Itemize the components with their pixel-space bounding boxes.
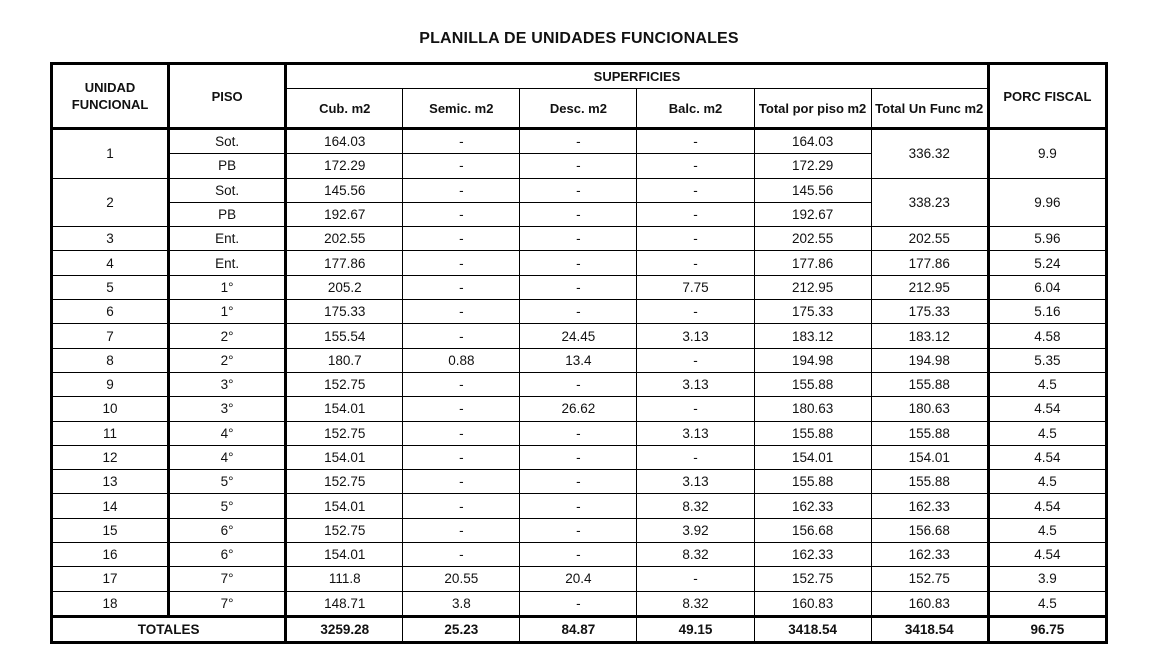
cell-total-un-func: 175.33: [871, 300, 988, 324]
table-body: [52, 129, 1107, 617]
cell-piso: PB: [169, 154, 286, 178]
cell-piso: 3°: [169, 397, 286, 421]
cell-total-un-func: 155.88: [871, 372, 988, 396]
cell-total: 177.86: [754, 251, 871, 275]
totals-label: TOTALES: [52, 616, 286, 642]
cell-unidad-funcional: 1: [52, 129, 169, 179]
totals-total-un-func: 3418.54: [871, 616, 988, 642]
cell-balc: 8.32: [637, 543, 754, 567]
cell-porc-fiscal: 4.54: [988, 494, 1106, 518]
cell-total: 212.95: [754, 275, 871, 299]
table-row: [52, 518, 1107, 542]
cell-total-un-func: 152.75: [871, 567, 988, 591]
cell-desc: 13.4: [520, 348, 637, 372]
cell-unidad-funcional: 10: [52, 397, 169, 421]
header-unidad-funcional: UNIDAD FUNCIONAL: [52, 64, 169, 129]
cell-desc: -: [520, 178, 637, 202]
cell-balc: 3.13: [637, 324, 754, 348]
table-row: [52, 470, 1107, 494]
cell-total: 160.83: [754, 591, 871, 616]
cell-total: 155.88: [754, 470, 871, 494]
header-porc-fiscal: PORC FISCAL: [988, 64, 1106, 129]
cell-desc: -: [520, 202, 637, 226]
cell-total: 156.68: [754, 518, 871, 542]
cell-porc-fiscal: 5.16: [988, 300, 1106, 324]
cell-balc: 3.13: [637, 470, 754, 494]
totals-balc: 49.15: [637, 616, 754, 642]
cell-unidad-funcional: 2: [52, 178, 169, 227]
cell-semic: -: [403, 421, 520, 445]
cell-cub: 205.2: [286, 275, 403, 299]
totals-desc: 84.87: [520, 616, 637, 642]
cell-desc: -: [520, 227, 637, 251]
cell-desc: -: [520, 518, 637, 542]
table-row: [52, 372, 1107, 396]
cell-semic: 0.88: [403, 348, 520, 372]
cell-total-un-func: 194.98: [871, 348, 988, 372]
cell-porc-fiscal: 3.9: [988, 567, 1106, 591]
cell-porc-fiscal: 9.9: [988, 129, 1106, 179]
cell-balc: -: [637, 348, 754, 372]
cell-balc: -: [637, 227, 754, 251]
cell-total-un-func: 177.86: [871, 251, 988, 275]
cell-total: 175.33: [754, 300, 871, 324]
cell-balc: 8.32: [637, 591, 754, 616]
cell-semic: -: [403, 202, 520, 226]
totals-cub: 3259.28: [286, 616, 403, 642]
table-row: [52, 300, 1107, 324]
cell-total: 194.98: [754, 348, 871, 372]
cell-piso: 6°: [169, 518, 286, 542]
cell-total: 172.29: [754, 154, 871, 178]
cell-desc: -: [520, 129, 637, 154]
cell-porc-fiscal: 4.5: [988, 591, 1106, 616]
cell-total: 162.33: [754, 543, 871, 567]
cell-unidad-funcional: 17: [52, 567, 169, 591]
cell-semic: -: [403, 154, 520, 178]
totals-porc-fiscal: 96.75: [988, 616, 1106, 642]
cell-total-un-func: 180.63: [871, 397, 988, 421]
totals-total-piso: 3418.54: [754, 616, 871, 642]
cell-semic: -: [403, 324, 520, 348]
cell-porc-fiscal: 4.5: [988, 421, 1106, 445]
cell-porc-fiscal: 4.5: [988, 372, 1106, 396]
cell-cub: 180.7: [286, 348, 403, 372]
header-balc: Balc. m2: [637, 89, 754, 129]
cell-unidad-funcional: 13: [52, 470, 169, 494]
cell-piso: Sot.: [169, 129, 286, 154]
cell-porc-fiscal: 5.24: [988, 251, 1106, 275]
cell-piso: 2°: [169, 324, 286, 348]
cell-porc-fiscal: 5.35: [988, 348, 1106, 372]
table-row: [52, 275, 1107, 299]
header-desc: Desc. m2: [520, 89, 637, 129]
cell-balc: -: [637, 251, 754, 275]
table-row: [52, 543, 1107, 567]
cell-unidad-funcional: 18: [52, 591, 169, 616]
cell-desc: -: [520, 372, 637, 396]
cell-cub: 111.8: [286, 567, 403, 591]
cell-semic: -: [403, 227, 520, 251]
table-row: [52, 227, 1107, 251]
header-piso: PISO: [169, 64, 286, 129]
cell-piso: 6°: [169, 543, 286, 567]
cell-balc: 3.13: [637, 372, 754, 396]
cell-piso: 4°: [169, 445, 286, 469]
cell-desc: -: [520, 591, 637, 616]
table-row: [52, 591, 1107, 616]
cell-total: 202.55: [754, 227, 871, 251]
cell-cub: 164.03: [286, 129, 403, 154]
cell-piso: 5°: [169, 494, 286, 518]
cell-total-un-func: 155.88: [871, 470, 988, 494]
cell-piso: 7°: [169, 591, 286, 616]
header-total-un-func: Total Un Func m2: [871, 89, 988, 129]
cell-semic: -: [403, 129, 520, 154]
cell-porc-fiscal: 4.54: [988, 543, 1106, 567]
table-row: [52, 324, 1107, 348]
cell-unidad-funcional: 3: [52, 227, 169, 251]
units-table: [50, 62, 1108, 644]
cell-total-un-func: 156.68: [871, 518, 988, 542]
header-cub: Cub. m2: [286, 89, 403, 129]
cell-cub: 175.33: [286, 300, 403, 324]
cell-unidad-funcional: 4: [52, 251, 169, 275]
cell-porc-fiscal: 4.5: [988, 518, 1106, 542]
cell-balc: -: [637, 129, 754, 154]
table-row: [52, 178, 1107, 202]
cell-balc: 3.92: [637, 518, 754, 542]
table-row: [52, 567, 1107, 591]
cell-unidad-funcional: 9: [52, 372, 169, 396]
table-row: [52, 421, 1107, 445]
cell-cub: 152.75: [286, 372, 403, 396]
cell-cub: 155.54: [286, 324, 403, 348]
cell-total-un-func: 336.32: [871, 129, 988, 179]
header-total-piso: Total por piso m2: [754, 89, 871, 129]
cell-unidad-funcional: 5: [52, 275, 169, 299]
cell-cub: 202.55: [286, 227, 403, 251]
cell-porc-fiscal: 6.04: [988, 275, 1106, 299]
cell-semic: -: [403, 275, 520, 299]
cell-porc-fiscal: 4.5: [988, 470, 1106, 494]
cell-total: 162.33: [754, 494, 871, 518]
cell-cub: 154.01: [286, 494, 403, 518]
cell-piso: 3°: [169, 372, 286, 396]
cell-semic: -: [403, 518, 520, 542]
cell-balc: 8.32: [637, 494, 754, 518]
cell-balc: 3.13: [637, 421, 754, 445]
cell-semic: -: [403, 445, 520, 469]
cell-total-un-func: 202.55: [871, 227, 988, 251]
cell-total: 145.56: [754, 178, 871, 202]
cell-semic: -: [403, 470, 520, 494]
table-row: [52, 348, 1107, 372]
cell-cub: 145.56: [286, 178, 403, 202]
cell-balc: -: [637, 445, 754, 469]
cell-semic: -: [403, 251, 520, 275]
cell-total: 164.03: [754, 129, 871, 154]
cell-total-un-func: 183.12: [871, 324, 988, 348]
cell-cub: 154.01: [286, 397, 403, 421]
cell-piso: Ent.: [169, 251, 286, 275]
table-row: [52, 445, 1107, 469]
cell-semic: -: [403, 494, 520, 518]
cell-total: 155.88: [754, 421, 871, 445]
cell-balc: -: [637, 154, 754, 178]
cell-desc: -: [520, 494, 637, 518]
cell-semic: -: [403, 543, 520, 567]
cell-total: 155.88: [754, 372, 871, 396]
cell-piso: 1°: [169, 275, 286, 299]
cell-balc: -: [637, 567, 754, 591]
cell-balc: -: [637, 300, 754, 324]
cell-total: 183.12: [754, 324, 871, 348]
cell-cub: 154.01: [286, 445, 403, 469]
cell-porc-fiscal: 4.54: [988, 445, 1106, 469]
cell-total: 154.01: [754, 445, 871, 469]
cell-porc-fiscal: 4.58: [988, 324, 1106, 348]
cell-total-un-func: 160.83: [871, 591, 988, 616]
cell-unidad-funcional: 14: [52, 494, 169, 518]
cell-balc: -: [637, 202, 754, 226]
cell-cub: 152.75: [286, 421, 403, 445]
cell-unidad-funcional: 8: [52, 348, 169, 372]
cell-total-un-func: 338.23: [871, 178, 988, 227]
header-superficies: SUPERFICIES: [286, 64, 989, 89]
cell-desc: -: [520, 300, 637, 324]
cell-total: 180.63: [754, 397, 871, 421]
cell-piso: PB: [169, 202, 286, 226]
table-row: [52, 494, 1107, 518]
cell-piso: 1°: [169, 300, 286, 324]
cell-semic: -: [403, 397, 520, 421]
cell-cub: 148.71: [286, 591, 403, 616]
cell-semic: 3.8: [403, 591, 520, 616]
cell-piso: Ent.: [169, 227, 286, 251]
cell-piso: 4°: [169, 421, 286, 445]
cell-total: 152.75: [754, 567, 871, 591]
cell-total-un-func: 212.95: [871, 275, 988, 299]
cell-balc: 7.75: [637, 275, 754, 299]
cell-piso: Sot.: [169, 178, 286, 202]
cell-porc-fiscal: 5.96: [988, 227, 1106, 251]
cell-desc: -: [520, 251, 637, 275]
cell-semic: 20.55: [403, 567, 520, 591]
cell-cub: 154.01: [286, 543, 403, 567]
cell-desc: -: [520, 543, 637, 567]
cell-cub: 152.75: [286, 470, 403, 494]
cell-unidad-funcional: 7: [52, 324, 169, 348]
cell-desc: -: [520, 445, 637, 469]
cell-porc-fiscal: 9.96: [988, 178, 1106, 227]
cell-desc: 24.45: [520, 324, 637, 348]
cell-desc: -: [520, 421, 637, 445]
cell-total-un-func: 155.88: [871, 421, 988, 445]
cell-total-un-func: 162.33: [871, 543, 988, 567]
cell-total-un-func: 154.01: [871, 445, 988, 469]
cell-desc: 26.62: [520, 397, 637, 421]
cell-desc: -: [520, 154, 637, 178]
cell-unidad-funcional: 11: [52, 421, 169, 445]
page-title: PLANILLA DE UNIDADES FUNCIONALES: [419, 30, 739, 47]
cell-piso: 5°: [169, 470, 286, 494]
cell-desc: -: [520, 275, 637, 299]
cell-semic: -: [403, 372, 520, 396]
cell-cub: 192.67: [286, 202, 403, 226]
cell-porc-fiscal: 4.54: [988, 397, 1106, 421]
cell-piso: 2°: [169, 348, 286, 372]
cell-unidad-funcional: 12: [52, 445, 169, 469]
cell-cub: 152.75: [286, 518, 403, 542]
cell-total: 192.67: [754, 202, 871, 226]
table-row: [52, 251, 1107, 275]
table-row: [52, 129, 1107, 154]
cell-unidad-funcional: 16: [52, 543, 169, 567]
table-row: [52, 397, 1107, 421]
cell-desc: 20.4: [520, 567, 637, 591]
cell-piso: 7°: [169, 567, 286, 591]
cell-unidad-funcional: 6: [52, 300, 169, 324]
cell-unidad-funcional: 15: [52, 518, 169, 542]
cell-cub: 177.86: [286, 251, 403, 275]
cell-balc: -: [637, 178, 754, 202]
cell-semic: -: [403, 178, 520, 202]
header-semic: Semic. m2: [403, 89, 520, 129]
cell-cub: 172.29: [286, 154, 403, 178]
cell-balc: -: [637, 397, 754, 421]
cell-total-un-func: 162.33: [871, 494, 988, 518]
cell-desc: -: [520, 470, 637, 494]
totals-semic: 25.23: [403, 616, 520, 642]
cell-semic: -: [403, 300, 520, 324]
